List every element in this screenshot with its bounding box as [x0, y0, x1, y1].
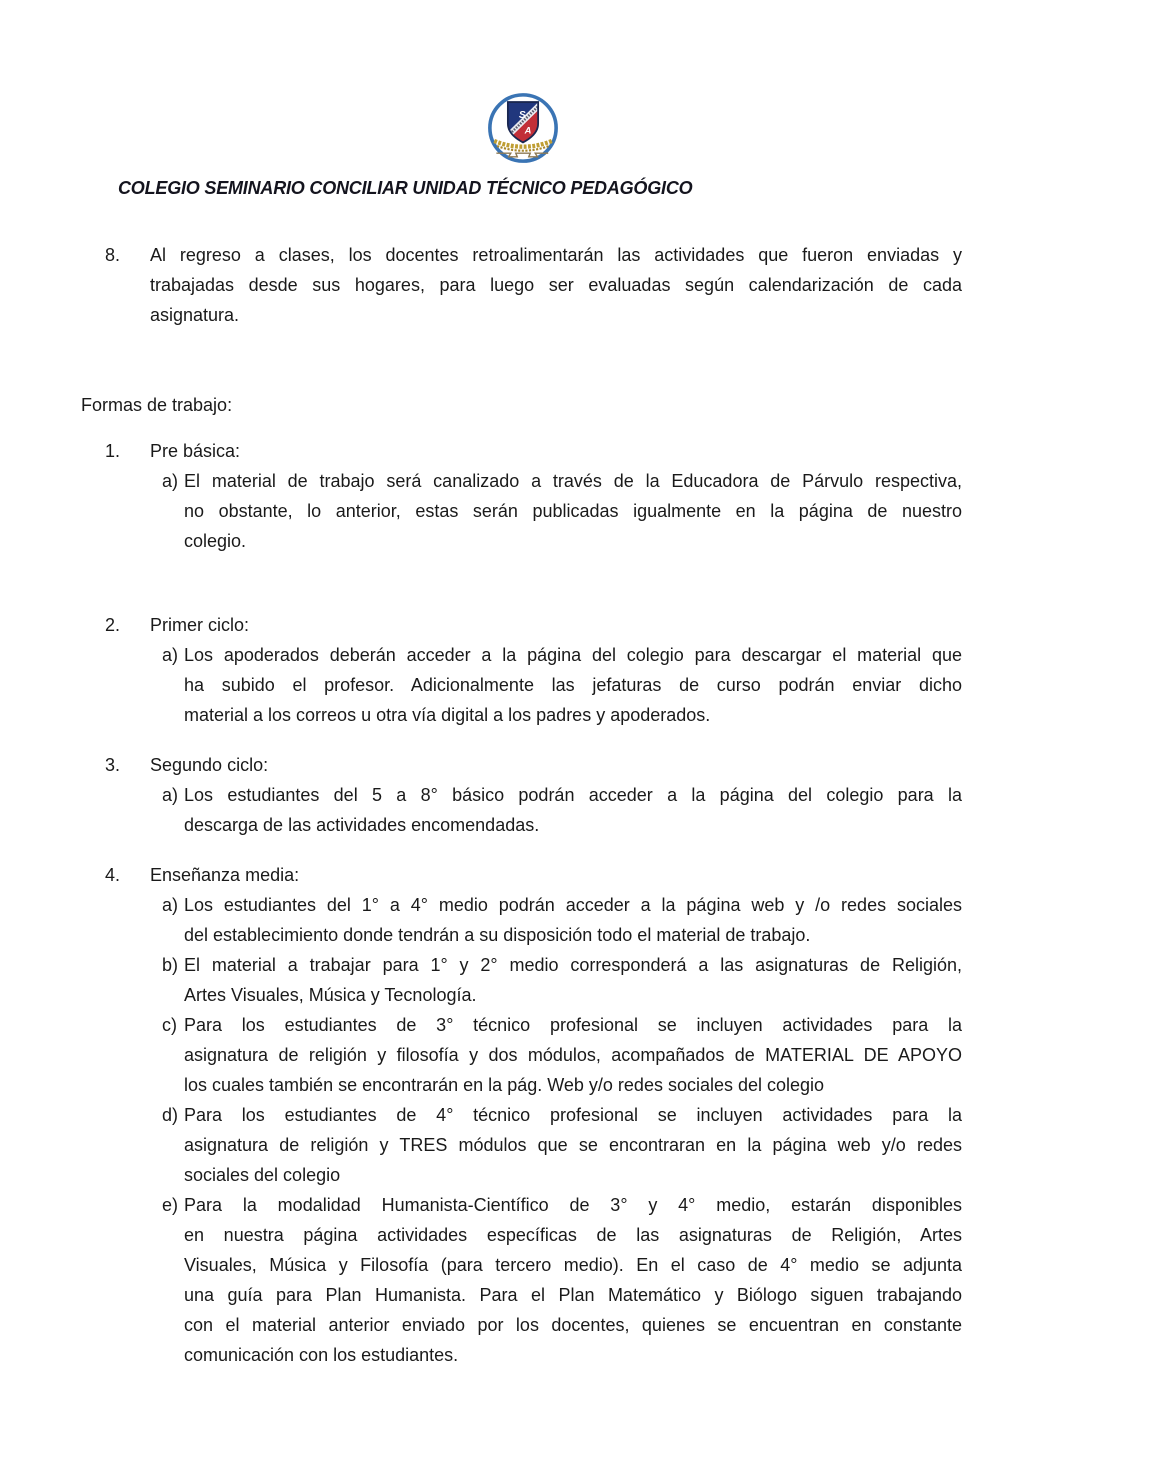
- section-heading-text: Primer ciclo:: [150, 615, 250, 635]
- list-number: 2.: [105, 615, 121, 635]
- section-2-heading: [0, 610, 1158, 640]
- sub-item-3a: [0, 780, 1158, 840]
- section-1-heading: [0, 436, 1158, 466]
- text-line: Artes Visuales, Música y Tecnología.: [184, 985, 477, 1005]
- text-line: colegio.: [184, 531, 247, 551]
- paragraph: [184, 1010, 962, 1100]
- text-line: con el material anterior enviado por los docentes, quienes se encuentran en constante: [184, 1315, 962, 1335]
- school-crest-logo: [487, 90, 559, 166]
- paragraph: [184, 466, 962, 556]
- paragraph: [150, 240, 962, 330]
- paragraph: [184, 1100, 962, 1190]
- text-line: del establecimiento donde tendrán a su disposición todo el material de trabajo.: [184, 925, 811, 945]
- sub-item-4d: [0, 1100, 1158, 1190]
- text-line: los cuales también se encontrarán en la pág. Web y/o redes sociales del colegio: [184, 1075, 825, 1095]
- text-line: Los estudiantes del 1° a 4° medio podrán acceder a la página web y /o redes sociales: [184, 895, 962, 915]
- sub-item-4b: [0, 950, 1158, 1010]
- text-line: descarga de las actividades encomendadas.: [184, 815, 540, 835]
- list-number: 3.: [105, 755, 121, 775]
- list-letter: c): [162, 1015, 177, 1035]
- text-line: Los apoderados deberán acceder a la página del colegio para descargar el material que: [184, 645, 962, 665]
- section-3-heading: [0, 750, 1158, 780]
- list-letter: a): [162, 785, 179, 805]
- sub-item-1a: [0, 466, 1158, 556]
- list-number: 4.: [105, 865, 121, 885]
- text-line: asignatura de religión y filosofía y dos módulos, acompañados de MATERIAL DE APOYO: [184, 1045, 962, 1065]
- list-letter: e): [162, 1195, 179, 1215]
- text-line: Para los estudiantes de 4° técnico profesional se incluyen actividades para la: [184, 1105, 962, 1125]
- section-heading-text: Enseñanza media:: [150, 865, 300, 885]
- paragraph: [184, 890, 962, 950]
- sub-item-4c: [0, 1010, 1158, 1100]
- paragraph: [184, 640, 962, 730]
- text-line: Para la modalidad Humanista-Científico de 3° y 4° medio, estarán disponibles: [184, 1195, 962, 1215]
- text-line: material a los correos u otra vía digital a los padres y apoderados.: [184, 705, 711, 725]
- text-line: Al regreso a clases, los docentes retroalimentarán las actividades que fueron enviadas y: [150, 245, 962, 265]
- document-header-title: COLEGIO SEMINARIO CONCILIAR UNIDAD TÉCNICO PEDAGÓGICO: [118, 178, 693, 198]
- section-4-heading: [0, 860, 1158, 890]
- list-number: 8.: [105, 245, 121, 265]
- list-letter: b): [162, 955, 179, 975]
- crest-icon: [487, 90, 559, 166]
- text-line: Para los estudiantes de 3° técnico profesional se incluyen actividades para la: [184, 1015, 962, 1035]
- paragraph: [184, 950, 962, 1010]
- paragraph: [184, 1190, 962, 1370]
- list-letter: a): [162, 895, 179, 915]
- text-line: asignatura de religión y TRES módulos que se encontraran en la página web y/o redes: [184, 1135, 962, 1155]
- paragraph: [184, 780, 962, 840]
- text-line: una guía para Plan Humanista. Para el Plan Matemático y Biólogo siguen trabajando: [184, 1285, 962, 1305]
- text-line: El material a trabajar para 1° y 2° medio corresponderá a las asignaturas de Religión,: [184, 955, 962, 975]
- sub-item-4a: [0, 890, 1158, 950]
- list-letter: a): [162, 645, 179, 665]
- text-line: sociales del colegio: [184, 1165, 341, 1185]
- list-item-8: [0, 240, 1158, 330]
- list-letter: a): [162, 471, 179, 491]
- text-line: asignatura.: [150, 305, 240, 325]
- text-line: trabajadas desde sus hogares, para luego ser evaluadas según calendarización de cada: [150, 275, 962, 295]
- text-line: Visuales, Música y Filosofía (para tercero medio). En el caso de 4° medio se adjunta: [184, 1255, 962, 1275]
- section-title: Formas de trabajo:: [81, 395, 233, 415]
- crest-letter-s: S: [518, 109, 526, 121]
- document-body: [0, 240, 1158, 1370]
- list-letter: d): [162, 1105, 179, 1125]
- text-line: no obstante, lo anterior, estas serán publicadas igualmente en la página de nuestro: [184, 501, 962, 521]
- section-heading-text: Segundo ciclo:: [150, 755, 269, 775]
- sub-item-2a: [0, 640, 1158, 730]
- section-heading-text: Pre básica:: [150, 441, 241, 461]
- list-number: 1.: [105, 441, 121, 461]
- text-line: Los estudiantes del 5 a 8° básico podrán acceder a la página del colegio para la: [184, 785, 962, 805]
- crest-letter-a: A: [524, 125, 532, 136]
- sub-item-4e: [0, 1190, 1158, 1370]
- text-line: ha subido el profesor. Adicionalmente las jefaturas de curso podrán enviar dicho: [184, 675, 962, 695]
- text-line: comunicación con los estudiantes.: [184, 1345, 459, 1365]
- text-line: El material de trabajo será canalizado a través de la Educadora de Párvulo respectiva,: [184, 471, 962, 491]
- text-line: en nuestra página actividades específicas de las asignaturas de Religión, Artes: [184, 1225, 962, 1245]
